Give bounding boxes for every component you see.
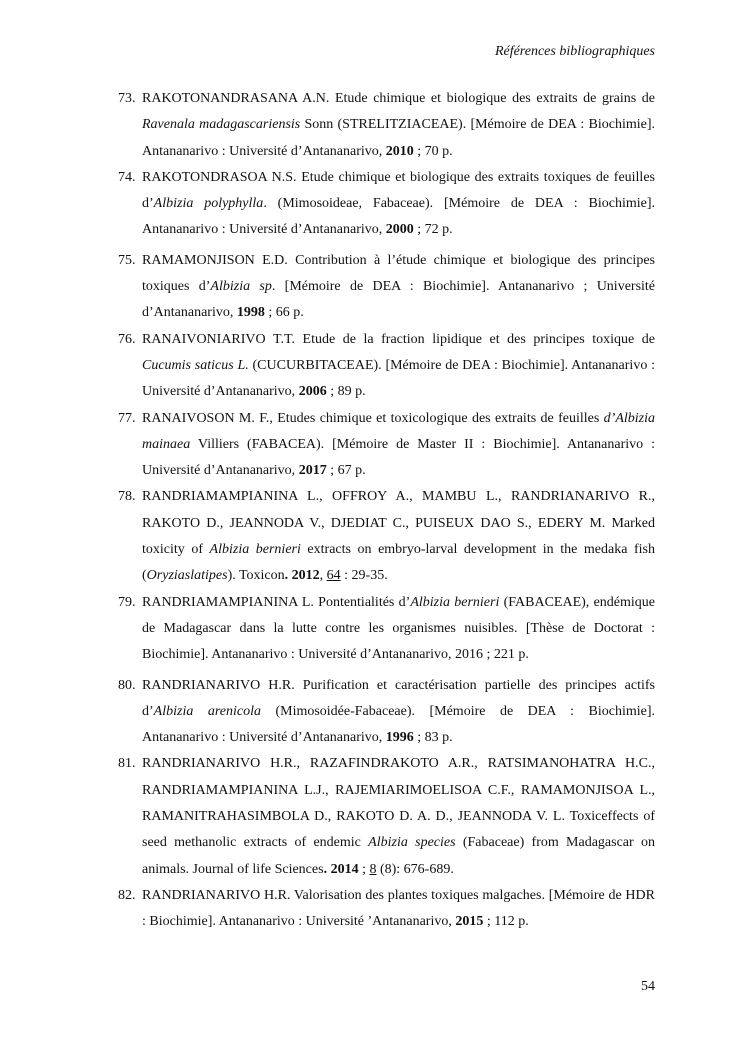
text-segment: (Mimosoidée-Fabaceae). [Mémoire de DEA : Biochimie]. Antananarivo : Université d’Antananarivo, bbox=[142, 703, 655, 746]
text-segment: ; 72 p. bbox=[413, 222, 453, 238]
reference-item bbox=[118, 86, 655, 165]
reference-text bbox=[142, 406, 655, 485]
reference-number: 76. bbox=[118, 331, 136, 347]
text-segment: RANDRIANARIVO H.R. Purification et caractérisation partielle des principes actifs d’ bbox=[142, 677, 655, 719]
reference-number: 73. bbox=[118, 91, 136, 106]
text-segment: , bbox=[319, 568, 327, 584]
text-segment: ; 112 p. bbox=[483, 914, 529, 930]
year: 2010 bbox=[385, 143, 414, 159]
reference-number: 75. bbox=[118, 252, 136, 268]
reference-number: 79. bbox=[118, 594, 136, 610]
reference-item bbox=[118, 484, 655, 589]
year: 2017 bbox=[298, 463, 327, 479]
text-segment: extracts on embryo-larval development in the medaka fish ( bbox=[142, 542, 655, 584]
text-segment: . [Mémoire de DEA : Biochimie]. Antananarivo ; Université d’Antananarivo, bbox=[142, 279, 656, 321]
reference-item bbox=[118, 590, 655, 669]
text-segment: : 29-35. bbox=[340, 568, 388, 584]
text-segment: ; bbox=[358, 861, 370, 877]
text-segment: ; 83 p. bbox=[413, 730, 453, 746]
reference-text bbox=[142, 484, 655, 589]
running-header: Références bibliographiques bbox=[494, 44, 655, 59]
reference-number: 78. bbox=[118, 489, 136, 505]
reference-item bbox=[118, 883, 655, 936]
italic-term: Albizia bernieri bbox=[410, 594, 500, 610]
italic-term: Albizia bernieri bbox=[209, 542, 301, 558]
text-segment: Sonn (STRELITZIACEAE). [Mémoire de DEA : Biochimie]. Antananarivo : Université d’Antananarivo, bbox=[142, 117, 655, 159]
text-segment: RANAIVONIARIVO T.T. Etude de la fraction lipidique et des principes toxique de bbox=[142, 331, 655, 347]
italic-term: Ravenala madagascariensis bbox=[142, 117, 301, 133]
reference-text bbox=[142, 590, 655, 669]
year: 1996 bbox=[385, 730, 414, 746]
reference-item bbox=[118, 673, 655, 752]
italic-term: Albizia arenicola bbox=[153, 703, 261, 719]
text-segment: RANDRIAMAMPIANINA L., OFFROY A., MAMBU L., RANDRIANARIVO R., RAKOTO D., JEANNODA V., DJEDIAT C., PUISEUX DAO S., EDERY M. Marked toxicity of bbox=[142, 489, 655, 558]
reference-number: 81. bbox=[118, 756, 136, 772]
page-number: 54 bbox=[641, 979, 655, 994]
text-segment: RANDRIAMAMPIANINA L. Pontentialités d’ bbox=[142, 594, 411, 610]
year: 2015 bbox=[455, 914, 484, 930]
reference-text bbox=[142, 165, 655, 244]
year: 1998 bbox=[236, 305, 265, 321]
text-segment: . (Mimosoideae, Fabaceae). [Mémoire de DEA : Biochimie]. Antananarivo : Université d’Antananarivo, bbox=[142, 196, 656, 238]
text-segment: RANDRIANARIVO H.R. Valorisation des plantes toxiques malgaches. [Mémoire de HDR : Biochimie]. Antananarivo : Université ’Antananarivo, bbox=[142, 887, 655, 930]
text-segment: (8): 676-689. bbox=[376, 861, 454, 877]
reference-number: 77. bbox=[118, 410, 136, 426]
year: 2000 bbox=[385, 222, 414, 238]
italic-term: Albizia sp bbox=[210, 279, 272, 295]
reference-item bbox=[118, 406, 655, 485]
italic-term: d’Albizia mainaea bbox=[142, 410, 655, 452]
year: . 2012 bbox=[284, 568, 320, 584]
volume: 8 bbox=[369, 861, 377, 877]
text-segment: RAKOTONDRASOA N.S. Etude chimique et biologique des extraits toxiques de feuilles d’ bbox=[142, 169, 655, 212]
italic-term: Albizia species bbox=[368, 835, 456, 851]
reference-item bbox=[118, 327, 655, 406]
year: . 2014 bbox=[323, 861, 359, 877]
text-segment: (Fabaceae) from Madagascar on animals. Journal of life Sciences bbox=[142, 835, 655, 877]
year: 2006 bbox=[298, 384, 327, 400]
text-segment: (FABACEAE), endémique de Madagascar dans la lutte contre les organismes nuisibles. [Thèse de Doctorat : Biochimie]. Antananarivo : Université d’Antananarivo, 2016 ; 221 p. bbox=[142, 594, 655, 663]
text-segment: ; 67 p. bbox=[326, 463, 366, 479]
text-segment: RANAIVOSON M. F., Etudes chimique et toxicologique des extraits de feuilles bbox=[142, 410, 604, 426]
reference-text bbox=[142, 751, 655, 882]
reference-text bbox=[142, 883, 655, 936]
italic-term: Oryziaslatipes bbox=[146, 568, 228, 584]
text-segment: ). Toxicon bbox=[227, 568, 285, 584]
reference-text bbox=[142, 248, 655, 327]
text-segment: (CUCURBITACEAE). [Mémoire de DEA : Biochimie]. Antananarivo : Université d’Antananarivo, bbox=[142, 357, 655, 400]
reference-text bbox=[142, 673, 655, 752]
text-segment: RAKOTONANDRASANA A.N. Etude chimique et biologique des extraits de grains de bbox=[142, 91, 655, 106]
text-segment: ; 70 p. bbox=[413, 143, 453, 159]
reference-number: 82. bbox=[118, 887, 136, 903]
reference-item bbox=[118, 248, 655, 327]
text-segment: ; 66 p. bbox=[264, 305, 304, 321]
text-segment: RAMAMONJISON E.D. Contribution à l’étude chimique et biologique des principes toxiques d’ bbox=[142, 252, 655, 295]
text-segment: Villiers (FABACEA). [Mémoire de Master II : Biochimie]. Antananarivo : Université d’Antananarivo, bbox=[142, 436, 655, 479]
reference-item bbox=[118, 751, 655, 882]
reference-item bbox=[118, 165, 655, 244]
text-segment: RANDRIANARIVO H.R., RAZAFINDRAKOTO A.R., RATSIMANOHATRA H.C., RANDRIAMAMPIANINA L.J., RAJEMIARIMOELISOA C.F., RAMAMONJISOA L., RAMANITRAHASIMBOLA D., RAKOTO D. A. D., JEANNODA V. L. Toxiceffects of seed methanolic extracts of endemic bbox=[142, 756, 655, 851]
reference-text bbox=[142, 327, 655, 406]
italic-term: Albizia polyphylla bbox=[153, 196, 264, 212]
italic-term: Cucumis saticus L. bbox=[142, 357, 249, 373]
reference-text bbox=[142, 86, 655, 165]
reference-number: 80. bbox=[118, 677, 136, 693]
volume: 64 bbox=[326, 568, 341, 584]
reference-list bbox=[118, 86, 655, 936]
reference-number: 74. bbox=[118, 169, 136, 185]
text-segment: ; 89 p. bbox=[326, 384, 366, 400]
